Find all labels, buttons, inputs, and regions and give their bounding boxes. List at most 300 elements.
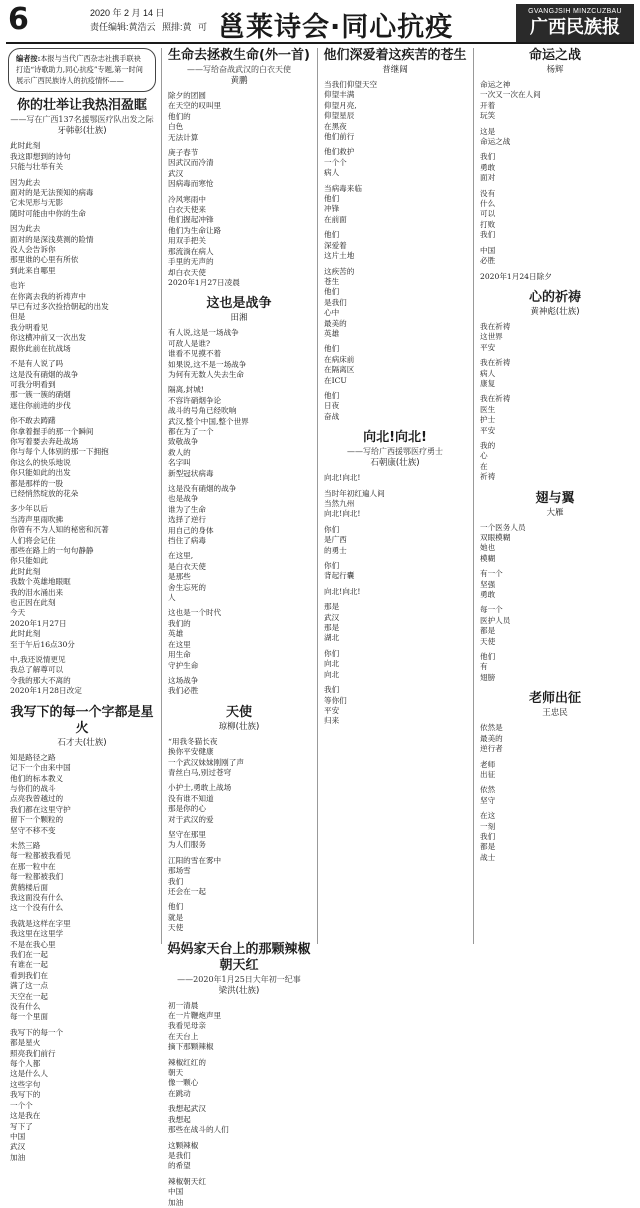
- poem-line: 坚强: [480, 579, 496, 589]
- poem-line: 那场雪: [168, 866, 191, 876]
- column-divider: [161, 48, 162, 944]
- poem-line: 摘下那颗辣椒: [168, 1042, 214, 1052]
- poem-line: 当然九州: [324, 499, 355, 508]
- poem-line: 平安: [324, 705, 340, 715]
- poem-line: 都是那样的一股: [10, 478, 64, 488]
- column-4: [476, 48, 634, 944]
- poem-line: 每一粒都被我看见: [10, 851, 71, 861]
- poem-subtitle: ——写给广西援鄂医疗勇士: [347, 447, 443, 457]
- editor-credits: 责任编辑:黄浩云 照排:黄 可: [90, 22, 208, 32]
- poem-title: 他们深爱着这疾苦的苍生: [323, 48, 467, 63]
- poem-line: 辣椒红红的: [168, 1057, 206, 1067]
- poem-line: 是我们: [168, 1150, 191, 1160]
- poem-author: 黄鹏: [230, 76, 248, 86]
- poem-line: 武汉: [10, 1142, 26, 1152]
- poem-line: 他们前行: [324, 132, 355, 142]
- poem-line: 跟你此前在抗战场: [10, 343, 71, 353]
- poem-line: 我总了解尊可以: [10, 665, 64, 675]
- column-1: [6, 48, 158, 1162]
- poem-body: [476, 322, 634, 483]
- poem-line: 也许: [10, 281, 26, 291]
- poem-line: 玩笑: [480, 111, 496, 121]
- poem-line: 不是有人说了吗: [10, 359, 64, 369]
- poem-line: 人: [168, 593, 176, 603]
- poem-line: 当时年初红遍人间: [324, 488, 385, 498]
- poem-title: 生命去拯救生命(外一首): [168, 48, 310, 63]
- poem-line: 你这么的快乐地说: [10, 457, 71, 467]
- column-2: [164, 48, 314, 1207]
- poem-line: 都是星火: [10, 1038, 41, 1048]
- poem-line: 2020年1月27日凌晨: [168, 277, 240, 287]
- poem-line: 用双手把关: [168, 236, 206, 246]
- poem-line: 点亮我曾越过的: [10, 794, 64, 804]
- poem-line: 的勇士: [324, 545, 347, 555]
- poem-line: 一个医务人员: [480, 522, 526, 532]
- poem-line: 有: [480, 662, 488, 672]
- poem-line: 就是: [168, 912, 184, 922]
- poem-line: 我们: [480, 230, 496, 240]
- poem-line: 多少年以后: [10, 504, 48, 514]
- poem-line: 向北: [324, 659, 340, 669]
- poem-line: 他们: [324, 287, 340, 297]
- poem-line: 庚子春节: [168, 148, 199, 158]
- poem-line: 我的: [480, 440, 496, 450]
- poem-line: 舍生忘死的: [168, 582, 206, 592]
- poem-line: 武汉: [324, 612, 340, 622]
- poem-line: 我们: [480, 831, 496, 841]
- poem-line: 早已有过多次捡拾朝起的出发: [10, 302, 109, 312]
- masthead-zhuang-name: GVANGJSIH MINZCUZBAU: [528, 8, 622, 15]
- poem-line: 最美的: [480, 733, 503, 743]
- poem-line: 苍生: [324, 276, 340, 286]
- poem-line: 初一清晨: [168, 1000, 199, 1010]
- poem-line: 平安: [480, 342, 496, 352]
- poem-author: 黄神彪(壮族): [530, 306, 580, 317]
- poem-line: 换你平安健康: [168, 747, 214, 757]
- page-header: [6, 2, 634, 44]
- poem-line: 最美的: [324, 318, 347, 328]
- poem-line: 每一粒都被我们: [10, 872, 64, 882]
- poem-line: 面对的是无法预知的病毒: [10, 188, 94, 198]
- editor-note-label: 编者按:: [16, 54, 41, 63]
- poem-line: 隔离,封城!: [168, 385, 204, 395]
- poem-line: 什么: [480, 199, 496, 209]
- poem-title: 这也是战争: [206, 296, 272, 312]
- poem-line: 2020年1月27日: [10, 618, 67, 628]
- poem-line: 可敌人是谁?: [168, 338, 211, 348]
- poem-line: 当病毒来临: [324, 183, 362, 193]
- poem-line: 看到我们在: [10, 970, 48, 980]
- poem-title: 妈妈家天台上的那颗辣椒朝天红: [167, 941, 311, 973]
- poem-line: 翅膀: [480, 672, 496, 682]
- poem-line: 英雄: [324, 328, 340, 338]
- poem-title: 心的祈祷: [528, 289, 581, 305]
- poem-line: 无法计算: [168, 132, 199, 142]
- poem-line: 天使: [168, 923, 184, 933]
- poem: [476, 290, 634, 483]
- poem-line: 你拿着握手的那一个瞬间: [10, 426, 94, 436]
- poem-line: 那里谁的心里有所依: [10, 255, 79, 265]
- poem-line: 在一片鞭炮声里: [168, 1011, 222, 1021]
- poem-line: 不是在我心里: [10, 939, 56, 949]
- poem-line: 2020年1月28日改定: [10, 686, 82, 696]
- poem-line: 他们救护: [324, 147, 355, 157]
- poem-line: 谁看不见摸不着: [168, 349, 222, 359]
- poem-line: 白衣天使来: [168, 205, 206, 215]
- poem-line: 在: [480, 461, 488, 471]
- poem-author: 石才夫(壮族): [57, 737, 107, 748]
- poem-body: [320, 80, 470, 422]
- poem-line: 但是: [10, 312, 26, 322]
- poem-line: 我看见母亲: [168, 1021, 206, 1031]
- poem-line: 手里的无声的: [168, 257, 214, 267]
- poem-line: 都在为了一个: [168, 426, 214, 436]
- poem-line: 写下了: [10, 1121, 33, 1131]
- poem-line: 我这里在这里学: [10, 929, 64, 939]
- poem-line: 也正因在此刻: [10, 598, 56, 608]
- poem-line: 一次又一次在人间: [480, 90, 541, 100]
- poem-line: 谁为了生命: [168, 504, 206, 514]
- poem-line: 没人会告诉你: [10, 245, 56, 255]
- poem-line: 湖北: [324, 633, 340, 643]
- poem: [6, 705, 158, 1163]
- poem-line: 一刻: [480, 821, 496, 831]
- poem-line: 他们的: [168, 111, 191, 121]
- page-title: 邕莱诗会·同心抗疫: [218, 12, 454, 43]
- poem-line: 守护生命: [168, 660, 199, 670]
- poem-line: 背起行囊: [324, 571, 355, 581]
- poem-line: 知是路径之路: [10, 752, 56, 762]
- poem-line: 名字叫: [168, 458, 191, 468]
- poem-author: 大雁: [546, 507, 564, 518]
- editor-note-text: 本报与当代广西杂志社携手联袂打造“诗歌助力,同心抗疫”专题,第一时间展示广西民族诗人的抗疫情怀——: [16, 54, 143, 85]
- poem-line: 令我的那大不离的: [10, 675, 71, 685]
- poem-line: 那是你的心: [168, 804, 206, 814]
- poem-line: 的希望: [168, 1161, 191, 1171]
- poem-line: 因武汉而冷清: [168, 158, 214, 168]
- poem-line: 黄鹤楼后面: [10, 882, 48, 892]
- column-divider: [473, 48, 474, 944]
- poem-line: 我想起武汉: [168, 1104, 206, 1114]
- poem-line: 加油: [10, 1152, 26, 1162]
- issue-date: 2020 年 2 月 14 日: [90, 8, 165, 18]
- poem-line: 救人的: [168, 447, 191, 457]
- poem-line: 中国: [168, 1187, 184, 1197]
- poem-line: 这世界: [480, 332, 503, 342]
- poem-line: 在这里: [168, 639, 191, 649]
- poem-line: 我这即想到的诗句: [10, 151, 71, 161]
- poem-line: 这片土地: [324, 251, 355, 261]
- poem-line: 我们都在这里守护: [10, 804, 71, 814]
- poem-line: 仰望月亮,: [324, 100, 357, 110]
- poem-line: 朝天: [168, 1068, 184, 1078]
- poem-line: 心中: [324, 308, 340, 318]
- poem-line: 双眼模糊: [480, 533, 511, 542]
- poem-title: 翅与翼: [535, 490, 575, 506]
- poem-line: 有人说,这是一场战争: [168, 328, 239, 338]
- poem-body: [476, 523, 634, 684]
- poem-line: 在这里,: [168, 551, 194, 561]
- poem-line: 冲锋: [324, 204, 340, 214]
- poem-line: 在前面: [324, 214, 347, 224]
- poem-line: 模糊: [480, 553, 496, 563]
- poem-line: 康复: [480, 378, 496, 388]
- poem-line: 他们握起冲锋: [168, 215, 214, 225]
- poem-line: 我写下的: [10, 1090, 41, 1100]
- poem-title: 老师出征: [528, 691, 581, 707]
- poem-line: 如果说,这不是一场战争: [168, 359, 247, 369]
- poem-line: 这是没有硝烟的战争: [168, 484, 237, 493]
- masthead-chinese-name: 广西民族报: [530, 17, 620, 38]
- poem-line: 每一个: [480, 605, 503, 615]
- poem: [164, 705, 314, 934]
- poem-line: 仰望丰满: [324, 90, 355, 100]
- poem-line: 你这横冲前又一次出发: [10, 333, 86, 343]
- poem-line: 白色: [168, 122, 184, 132]
- poem-line: 这一个没有什么: [10, 903, 64, 913]
- poem-line: 那一簇一簇的硝烟: [10, 390, 71, 400]
- poem-body: [164, 91, 314, 288]
- poem-line: 在那一粒中在: [10, 861, 56, 871]
- poem-line: 他们: [324, 390, 340, 400]
- poem-line: 在你离去我的祈祷声中: [10, 291, 86, 301]
- poem-line: 我们必胜: [168, 686, 199, 696]
- poem-line: 不容许硝烟争论: [168, 395, 222, 405]
- poem: [164, 48, 314, 288]
- poem-line: 今天: [10, 608, 26, 618]
- poem-line: 勇敢: [480, 590, 496, 600]
- poem-author: 王忠民: [542, 708, 568, 719]
- poem-line: 这也是一个时代: [168, 608, 222, 618]
- column-3: [320, 48, 470, 944]
- poem-line: 我数个英雄地眼眶: [10, 577, 71, 587]
- poem-line: 我在祈祷: [480, 358, 511, 368]
- poem-line: 归来: [324, 716, 340, 726]
- poem-line: 他们为生命让路: [168, 225, 222, 235]
- poem-author: 普继阔: [382, 65, 408, 75]
- poem-line: 向北!向北!: [324, 473, 361, 483]
- poem-line: 依然是: [480, 723, 503, 733]
- poem-line: 是广西: [324, 535, 347, 545]
- poem-line: 武汉: [168, 168, 184, 178]
- poem-line: 这场战争: [168, 675, 199, 685]
- poem-line: 病人: [324, 168, 340, 178]
- poem-line: 却白衣天使: [168, 267, 206, 277]
- poem-body: [476, 723, 634, 863]
- poem-line: 一个个: [324, 157, 347, 167]
- poem-line: 向北!向北!: [324, 509, 361, 519]
- poem-line: 战士: [480, 852, 496, 862]
- poem-line: 至于午后16点30分: [10, 639, 75, 649]
- poem-line: 天使: [480, 636, 496, 646]
- poem-line: 为人们服务: [168, 840, 206, 850]
- poem-line: 每一个里面: [10, 1012, 48, 1022]
- poem-line: 是白衣天使: [168, 561, 206, 571]
- poem-line: 因为此去: [10, 177, 41, 187]
- poem-line: 有谁在一起: [10, 960, 48, 970]
- poem-line: 此时此刻: [10, 629, 41, 639]
- poem-line: 她也: [480, 543, 496, 553]
- poem-line: 没有: [480, 188, 496, 198]
- poem-line: 2020年1月24日除夕: [480, 271, 552, 281]
- poem-line: 小护士,勇敢上战场: [168, 783, 232, 793]
- poem-line: 我的泪水涌出来: [10, 587, 64, 597]
- poem-line: 选择了逆行: [168, 515, 206, 525]
- poem-author: 梁洪(壮族): [218, 985, 260, 996]
- poem-line: 因为此去: [10, 224, 41, 234]
- poem-line: 心: [480, 451, 488, 461]
- poem: [476, 48, 634, 282]
- poem-line: 那些在战斗的人们: [168, 1125, 229, 1135]
- poem-line: 你只能如此: [10, 556, 48, 566]
- poem-line: 你写着要去奔赴战场: [10, 436, 79, 446]
- poem-line: 面对的是深浅莫测的险情: [10, 234, 94, 244]
- poem-line: 坚守在那里: [168, 829, 206, 839]
- poem-line: 你们: [324, 561, 340, 571]
- poem-line: 日夜: [324, 401, 340, 411]
- newspaper-page: [6, 2, 634, 1207]
- poem-line: 这是我在: [10, 1111, 41, 1121]
- poem-line: 在这: [480, 811, 496, 821]
- poem: [476, 691, 634, 863]
- poem-title: 你的壮举让我热泪盈眶: [16, 98, 147, 114]
- poem-line: 在ICU: [324, 375, 347, 385]
- poem-body: [320, 473, 470, 727]
- poem-line: 医护人员: [480, 615, 511, 625]
- poem-line: 医生: [480, 404, 496, 414]
- poem-line: 必胜: [480, 256, 496, 266]
- poem-line: 挡住了病毒: [168, 536, 206, 546]
- poem-line: 有一个: [480, 569, 503, 579]
- poem-line: 那是: [324, 602, 340, 612]
- poem-line: 遮住你前进的步伐: [10, 400, 71, 410]
- editor-note: [8, 48, 156, 92]
- poem-line: 我们: [324, 685, 340, 695]
- poem-title: 向北!向北!: [363, 430, 427, 446]
- poem-line: 这些字句: [10, 1079, 41, 1089]
- poem-line: 战斗的号角已经吹响: [168, 406, 237, 416]
- poem-line: 打败: [480, 219, 496, 229]
- poem: [320, 48, 470, 422]
- poem-line: 我就是这样在字里: [10, 918, 71, 928]
- poem-line: 都是: [480, 842, 496, 852]
- poem-line: 随时可能由中你的生命: [10, 208, 86, 218]
- poem-line: 记下一个由来中国: [10, 763, 71, 773]
- poem-body: [6, 141, 158, 696]
- poem-line: 天空在一起: [10, 991, 48, 1001]
- poem-body: [6, 753, 158, 1163]
- poem-line: 这疾苦的: [324, 266, 355, 276]
- poem-line: 人们将会记住: [10, 535, 56, 545]
- poem-line: 可以: [480, 209, 496, 219]
- poem-line: 在黑夜: [324, 121, 347, 131]
- poem-author: 杨辉: [546, 65, 564, 75]
- poem-author: 琼柳(壮族): [218, 721, 260, 732]
- poem-line: 祈祷: [480, 472, 496, 482]
- poem-line: “用我冬猫长夜: [168, 736, 218, 746]
- poem-line: 我们在一起: [10, 950, 48, 960]
- poem-line: 一个个: [10, 1100, 33, 1110]
- poem-line: 当我们仰望天空: [324, 80, 378, 89]
- poem-line: 那是: [324, 623, 340, 633]
- poem-line: 命运之战: [480, 137, 511, 147]
- poem-line: 用生命: [168, 650, 191, 660]
- poem-line: 你不敢去踌躇: [10, 416, 56, 426]
- poem-line: 在跳动: [168, 1088, 191, 1098]
- poem-line: 英雄: [168, 629, 184, 639]
- poem-line: 那些在路上的一句句静静: [10, 546, 94, 556]
- poem-line: 只能与壮举有关: [10, 162, 64, 172]
- column-divider: [317, 48, 318, 944]
- poem-line: 我想起: [168, 1114, 191, 1124]
- poem-line: 辣椒朝天红: [168, 1176, 206, 1186]
- poem-line: 当涛声里雨吹拂: [10, 514, 64, 524]
- poem-line: 向北!向北!: [324, 586, 361, 596]
- poem-line: 平安: [480, 425, 496, 435]
- poem-line: 我写下的每一个: [10, 1027, 64, 1037]
- poem-line: 也是战争: [168, 494, 199, 504]
- poem-line: 病人: [480, 368, 496, 378]
- poem-line: 逆行者: [480, 744, 503, 754]
- poem-line: 在天空的叹叫里: [168, 101, 222, 111]
- poem-line: 他们: [168, 902, 184, 912]
- poem-line: 没有什么: [10, 1002, 41, 1012]
- poem-line: 我分明看见: [10, 322, 48, 332]
- poem-line: 中,我还说情更见: [10, 655, 66, 665]
- poem-line: 你曾有不为人知的秘密和沉著: [10, 525, 109, 535]
- poem-line: 致敬战争: [168, 437, 199, 447]
- poem-line: 用自己的身体: [168, 525, 214, 535]
- poem-line: 除夕的团圆: [168, 91, 206, 100]
- poem-line: 新型冠状病毒: [168, 468, 214, 478]
- poem-line: 我们: [168, 876, 184, 886]
- poem-line: 此时此刻: [10, 566, 41, 576]
- poem-title: 命运之战: [528, 48, 581, 63]
- poem-line: 你只能如此的出发: [10, 468, 71, 478]
- poem-line: 冷风寒雨中: [168, 194, 206, 204]
- poem: [476, 491, 634, 684]
- poem-line: 青丝白马,别过苍穹: [168, 767, 232, 777]
- poem-line: 我们: [480, 152, 496, 162]
- poem-line: 你与每个人体别的那一下拥抱: [10, 447, 109, 457]
- poem-author: 石朝康(壮族): [370, 458, 420, 469]
- poem-line: 这是什么人: [10, 1069, 48, 1079]
- poem-line: 他们: [480, 652, 496, 662]
- poem-line: 中国: [480, 245, 496, 255]
- poem-line: 都是: [480, 626, 496, 636]
- poem-line: 每个人都: [10, 1059, 41, 1069]
- poem: [164, 942, 314, 1208]
- poem-subtitle: ——2020年1月25日大年初一纪事: [177, 974, 301, 984]
- poem: [164, 296, 314, 696]
- poem-line: 此时此刻: [10, 141, 41, 151]
- poem-line: 还会在一起: [168, 887, 206, 896]
- poem-line: 它未见形与无影: [10, 198, 64, 208]
- poem-line: 他们: [324, 230, 340, 240]
- poem-line: 仰望星辰: [324, 111, 355, 121]
- poem-line: 你们: [324, 648, 340, 658]
- poem-line: 可我分明看到: [10, 379, 56, 389]
- poem-subtitle: ——写在广西137名援鄂医疗队出发之际: [10, 115, 154, 125]
- poem-body: [164, 1001, 314, 1208]
- poem-line: 照亮我们前行: [10, 1048, 56, 1058]
- poem-author: 田湘: [230, 313, 248, 324]
- poem-line: 勇敢: [480, 162, 496, 172]
- poem-line: 我们的: [168, 618, 191, 628]
- poem-line: 开着: [480, 100, 496, 110]
- poem-line: 满了这一点: [10, 981, 48, 991]
- poem-line: 我这面没有什么: [10, 892, 64, 902]
